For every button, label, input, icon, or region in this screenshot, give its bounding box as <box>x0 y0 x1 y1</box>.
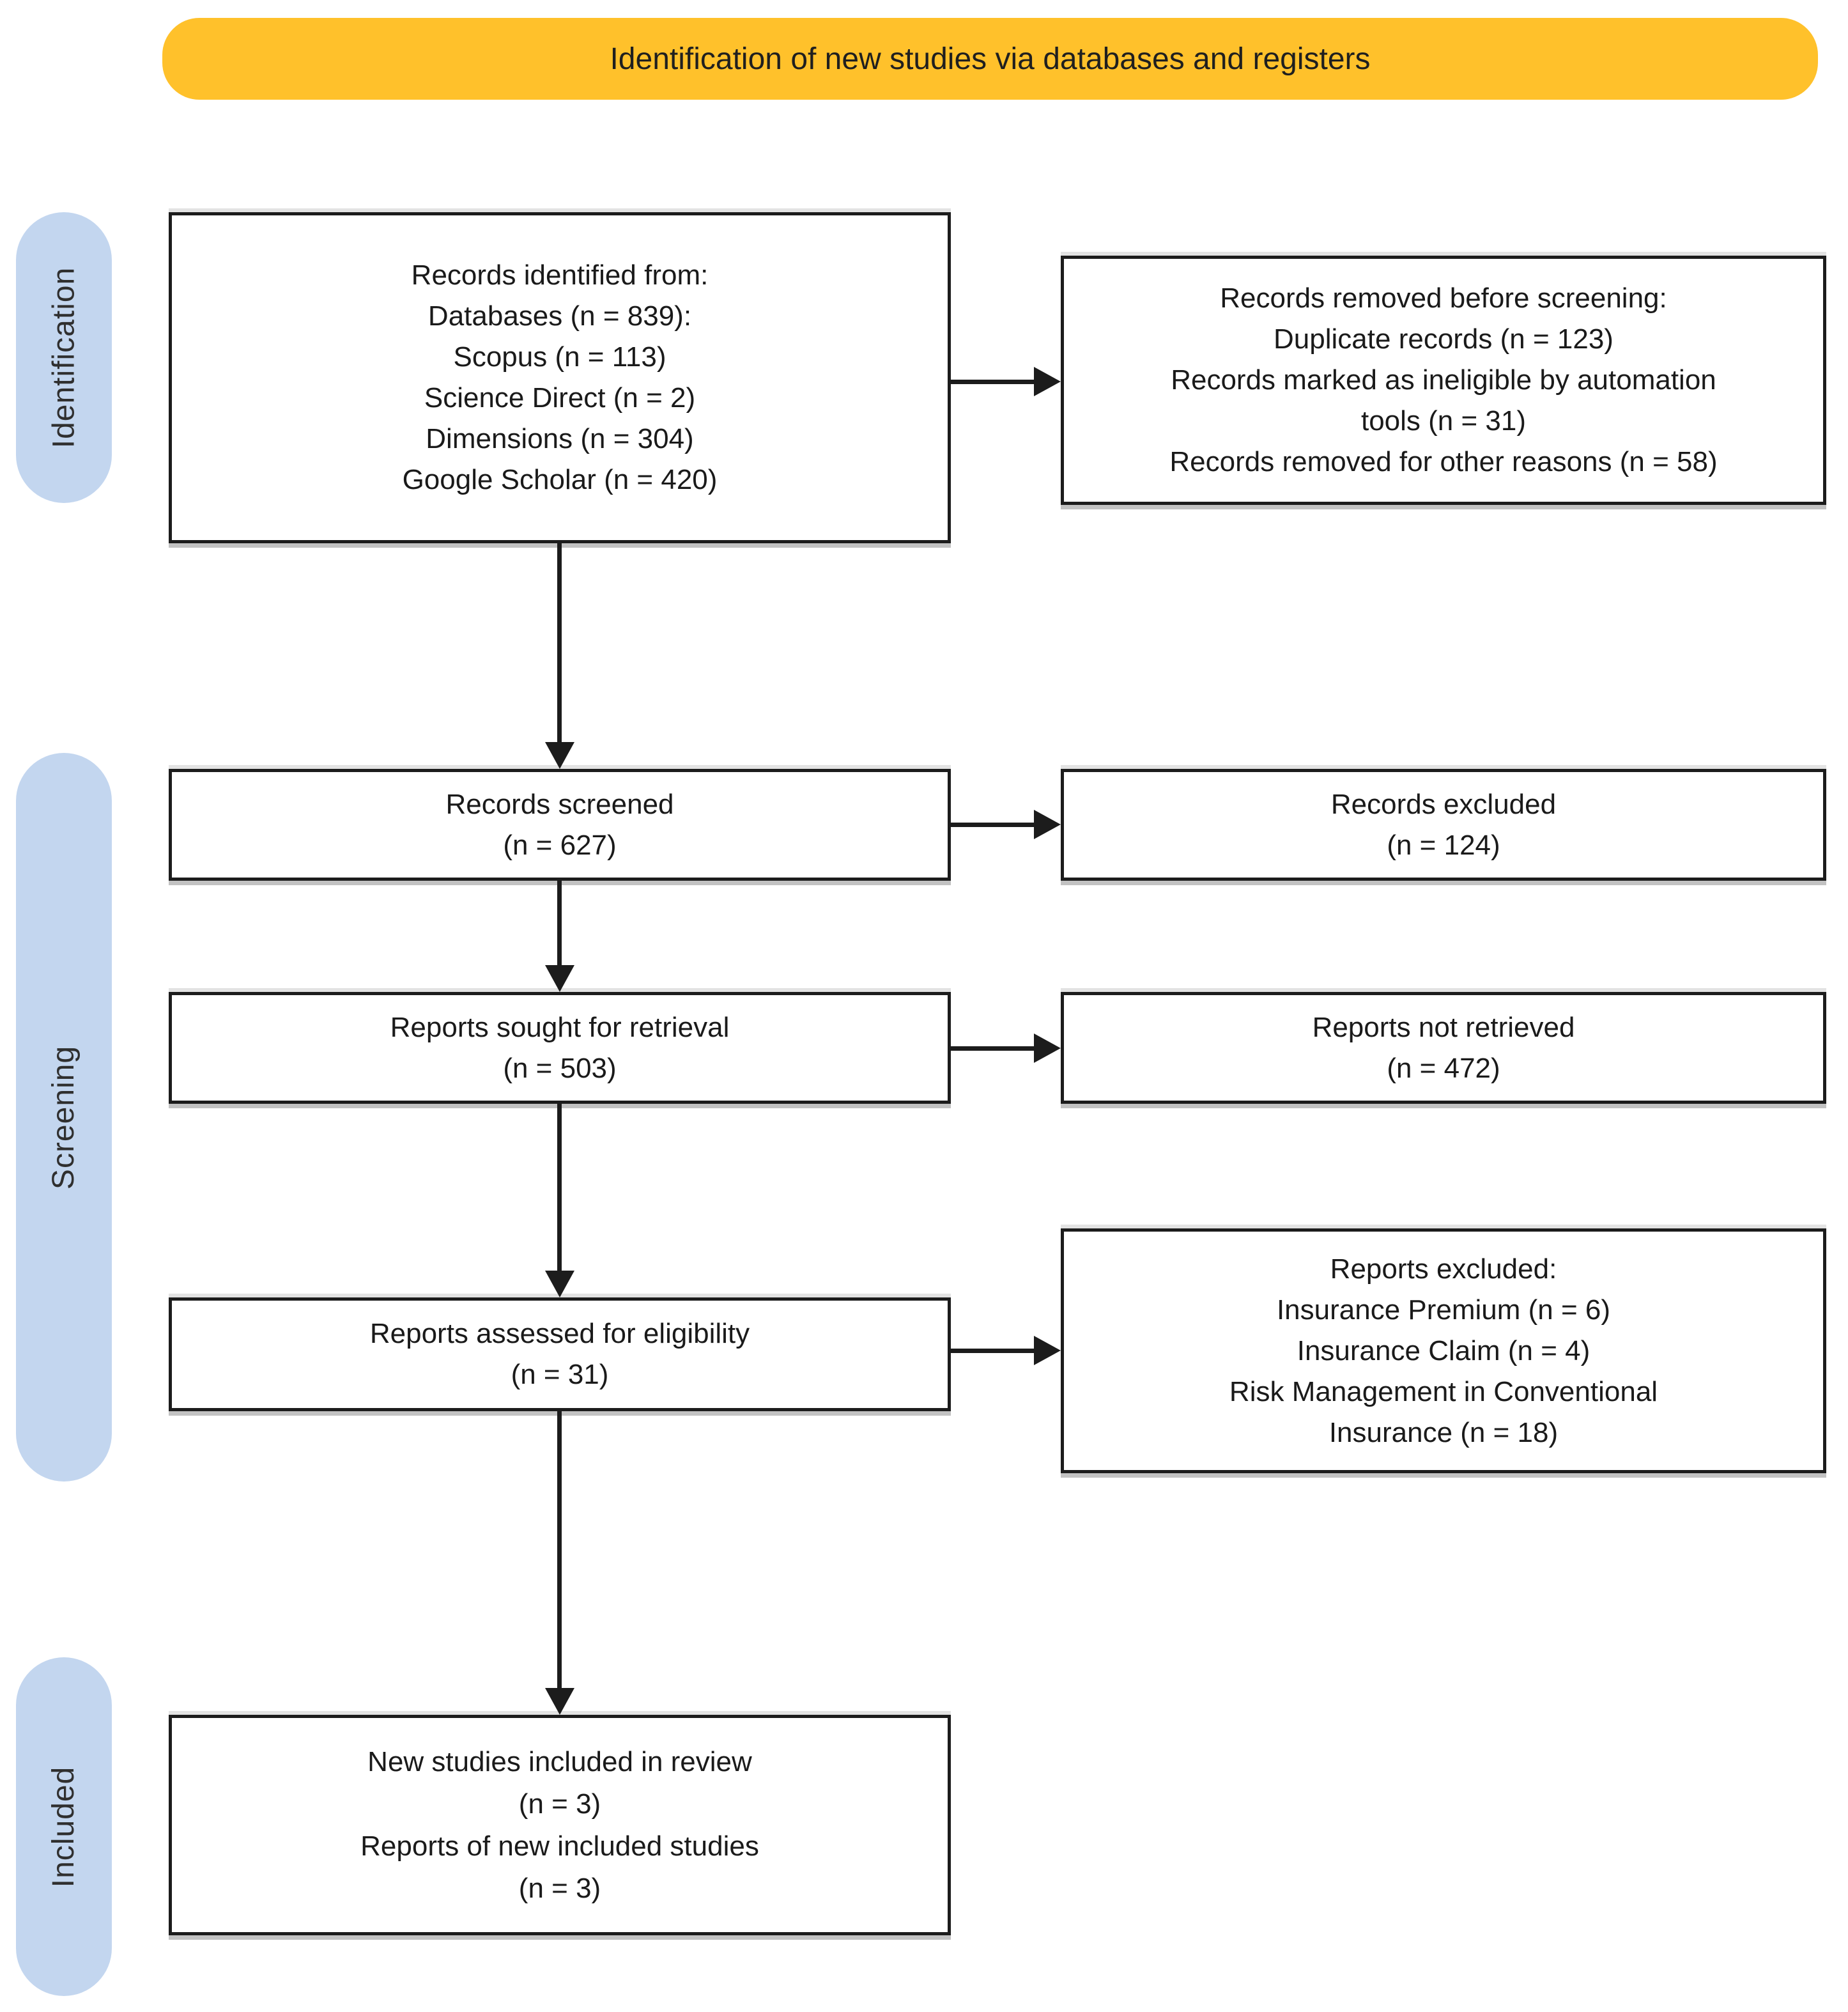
box-line: (n = 31) <box>511 1359 609 1390</box>
box-line: Reports of new included studies <box>360 1830 759 1862</box>
arrow-line <box>951 823 1034 827</box>
box-line: Databases (n = 839): <box>427 300 692 332</box>
box-line: (n = 3) <box>518 1788 601 1820</box>
box-line: Google Scholar (n = 420) <box>402 464 718 495</box>
box-line: tools (n = 31) <box>1360 405 1527 437</box>
box-line: Records removed before screening: <box>1220 282 1667 314</box>
diagram-title: Identification of new studies via databases and registers <box>610 42 1371 76</box>
box-line: Records removed for other reasons (n = 58) <box>1169 446 1718 477</box>
box-line: (n = 3) <box>518 1872 601 1904</box>
box-line: Reports sought for retrieval <box>390 1011 730 1043</box>
stage-band-identification <box>16 212 112 503</box>
arrowhead-right-icon <box>1034 810 1061 839</box>
stage-band-included <box>16 1657 112 1996</box>
box-line: (n = 627) <box>503 829 617 861</box>
box-line: Reports excluded: <box>1330 1253 1557 1285</box>
arrow-line <box>951 1349 1034 1353</box>
box-line: Dimensions (n = 304) <box>426 423 694 454</box>
box-line: Records marked as ineligible by automation <box>1171 364 1716 396</box>
box-reports-not-retrieved <box>1061 992 1826 1104</box>
box-line: (n = 503) <box>503 1052 617 1084</box>
box-line: Records screened <box>445 788 674 820</box>
box-new-studies-included <box>169 1715 951 1935</box>
arrow-line <box>951 1046 1034 1051</box>
arrow-line <box>557 881 562 965</box>
box-line: Records excluded <box>1330 788 1557 820</box>
box-line: Reports not retrieved <box>1312 1011 1575 1043</box>
arrow-line <box>557 1104 562 1271</box>
box-line: Insurance Premium (n = 6) <box>1276 1294 1611 1326</box>
box-reports-excluded <box>1061 1228 1826 1473</box>
box-records-identified <box>169 212 951 543</box>
box-reports-sought <box>169 992 951 1104</box>
box-records-excluded <box>1061 769 1826 881</box>
arrowhead-down-icon <box>545 965 574 992</box>
stage-band-screening <box>16 753 112 1482</box>
stage-label-included: Included <box>47 1766 81 1887</box>
arrowhead-right-icon <box>1034 1033 1061 1063</box>
arrow-line <box>557 543 562 742</box>
arrowhead-down-icon <box>545 742 574 769</box>
box-records-removed <box>1061 256 1826 505</box>
arrowhead-right-icon <box>1034 1336 1061 1365</box>
box-line: Duplicate records (n = 123) <box>1274 323 1613 355</box>
arrowhead-down-icon <box>545 1271 574 1297</box>
stage-label-screening: Screening <box>47 1045 81 1189</box>
box-line: Risk Management in Conventional <box>1229 1375 1658 1407</box>
arrowhead-right-icon <box>1034 367 1061 396</box>
box-reports-assessed <box>169 1297 951 1411</box>
box-line: Reports assessed for eligibility <box>369 1318 750 1349</box>
arrow-line <box>557 1411 562 1688</box>
arrow-line <box>951 380 1034 384</box>
box-records-screened <box>169 769 951 881</box>
box-line: New studies included in review <box>367 1745 752 1777</box>
arrowhead-down-icon <box>545 1688 574 1715</box>
box-line: Insurance (n = 18) <box>1328 1416 1559 1448</box>
box-line: Scopus (n = 113) <box>453 341 666 373</box>
box-line: (n = 472) <box>1387 1052 1500 1084</box>
diagram-title-banner <box>162 18 1818 100</box>
box-line: (n = 124) <box>1387 829 1500 861</box>
box-line: Insurance Claim (n = 4) <box>1297 1335 1590 1366</box>
box-line: Records identified from: <box>411 259 709 291</box>
box-line: Science Direct (n = 2) <box>424 382 696 414</box>
stage-label-identification: Identification <box>47 267 81 449</box>
